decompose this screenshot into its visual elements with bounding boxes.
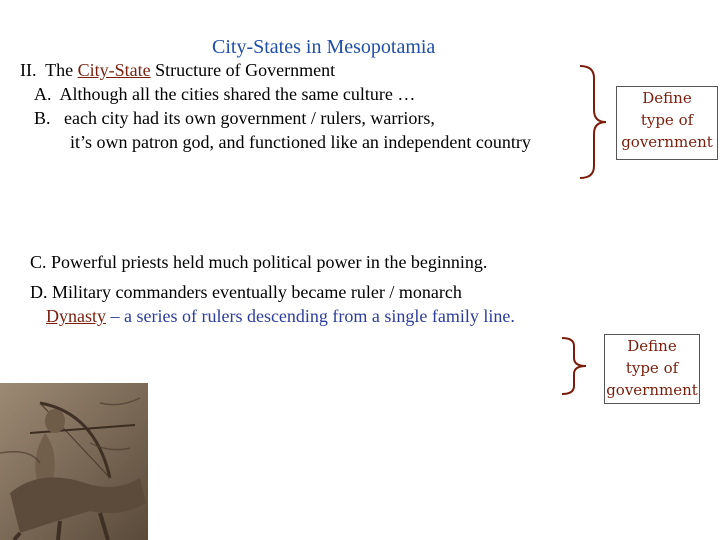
dynasty-text: – a series of rulers descending from a single family line. [106,306,515,326]
slide-title: City-States in Mesopotamia [212,36,436,58]
heading-line [20,60,335,81]
point-c: C. Powerful priests held much political power in the beginning. [30,252,488,272]
note1-line2: type of [640,111,694,129]
note2-line3: government [606,381,698,399]
point-b-continued: it’s own patron god, and functioned like an independent country [70,132,531,152]
point-b: B. each city had its own government / rulers, warriors, [34,108,435,128]
note-define-government-2 [604,334,700,404]
note-define-government-1 [616,86,718,160]
note2-line2: type of [625,359,679,377]
assyrian-archer-relief-image [0,383,148,540]
dynasty-definition [46,306,515,327]
dynasty-term: Dynasty [46,306,106,326]
point-d: D. Military commanders eventually became ruler / monarch [30,282,462,302]
heading-suffix: Structure of Government [150,60,336,80]
note1-line1: Define [642,89,692,107]
heading-term: City-State [77,60,151,80]
note1-line3: government [621,133,713,151]
point-a: A. Although all the cities shared the same culture … [34,84,416,104]
right-brace-1 [578,64,608,180]
right-brace-2 [560,336,590,396]
note2-line1: Define [627,337,677,355]
heading-prefix: II. The [20,60,78,80]
